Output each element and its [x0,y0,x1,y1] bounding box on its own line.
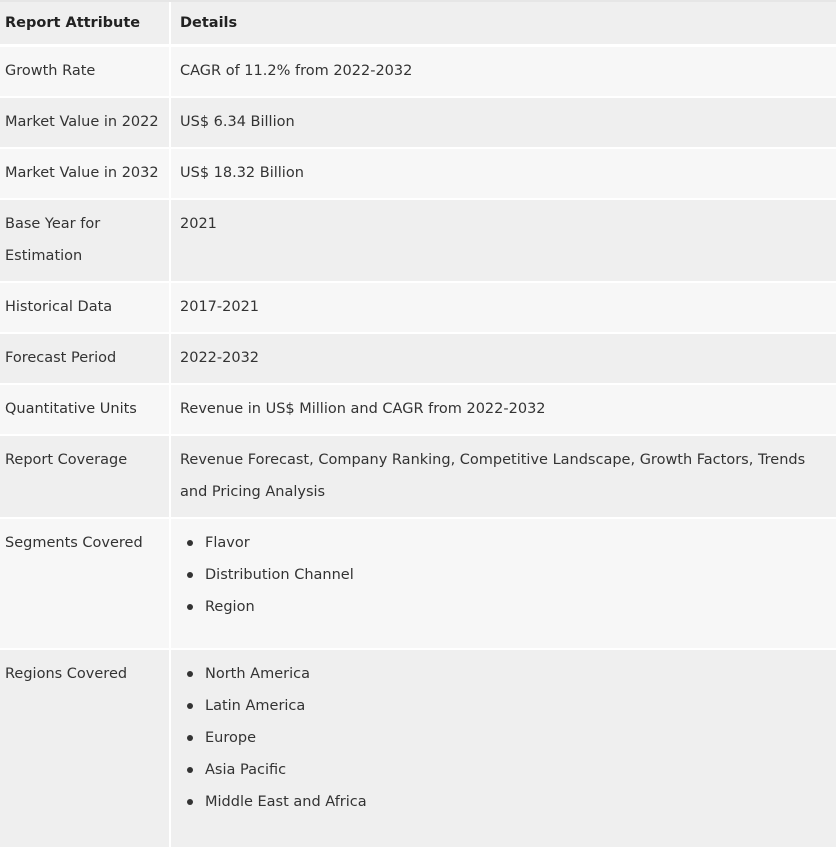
bullet-icon [187,540,193,546]
row-attribute-segments-covered: Segments Covered [0,518,170,649]
row-details-historical-data: 2017-2021 [170,282,836,333]
row-details-market-value-2022: US$ 6.34 Billion [170,97,836,148]
bullet-icon [187,767,193,773]
segment-label: Region [205,599,255,615]
table-row [0,282,836,333]
list-item [180,658,831,690]
table-row [0,435,836,518]
table-row [0,333,836,384]
table-row [0,649,836,848]
list-item [180,591,831,623]
row-details-regions-covered [170,649,836,848]
bullet-icon [187,735,193,741]
region-label: Latin America [205,698,306,714]
segment-label: Distribution Channel [205,567,354,583]
row-attribute-market-value-2022: Market Value in 2022 [0,97,170,148]
header-report-attribute: Report Attribute [0,2,170,46]
row-details-quantitative-units: Revenue in US$ Million and CAGR from 2022-2032 [170,384,836,435]
table-row [0,199,836,282]
region-label: North America [205,666,310,682]
bullet-icon [187,572,193,578]
table-row [0,384,836,435]
region-label: Europe [205,730,256,746]
row-details-forecast-period: 2022-2032 [170,333,836,384]
row-attribute-forecast-period: Forecast Period [0,333,170,384]
row-attribute-quantitative-units: Quantitative Units [0,384,170,435]
list-item [180,754,831,786]
row-attribute-market-value-2032: Market Value in 2032 [0,148,170,199]
regions-list [180,658,831,838]
list-item [180,786,831,818]
list-item [180,559,831,591]
segments-list [180,527,831,639]
region-label: Asia Pacific [205,762,287,778]
list-item [180,527,831,559]
row-details-segments-covered [170,518,836,649]
report-attributes-table [0,2,836,849]
segment-label: Flavor [205,535,250,551]
bullet-icon [187,799,193,805]
row-details-base-year: 2021 [170,199,836,282]
header-details: Details [170,2,836,46]
bullet-icon [187,671,193,677]
row-attribute-growth-rate: Growth Rate [0,46,170,98]
table-row [0,518,836,649]
row-attribute-regions-covered: Regions Covered [0,649,170,848]
row-attribute-base-year: Base Year for Estimation [0,199,170,282]
table-row [0,97,836,148]
row-details-report-coverage: Revenue Forecast, Company Ranking, Competitive Landscape, Growth Factors, Trends and Pricing Analysis [170,435,836,518]
table-row [0,148,836,199]
region-label: Middle East and Africa [205,794,367,810]
row-details-market-value-2032: US$ 18.32 Billion [170,148,836,199]
table-row [0,46,836,98]
row-attribute-report-coverage: Report Coverage [0,435,170,518]
bullet-icon [187,604,193,610]
table-header-row [0,2,836,46]
bullet-icon [187,703,193,709]
list-item [180,722,831,754]
list-item [180,690,831,722]
row-attribute-historical-data: Historical Data [0,282,170,333]
row-details-growth-rate: CAGR of 11.2% from 2022-2032 [170,46,836,98]
